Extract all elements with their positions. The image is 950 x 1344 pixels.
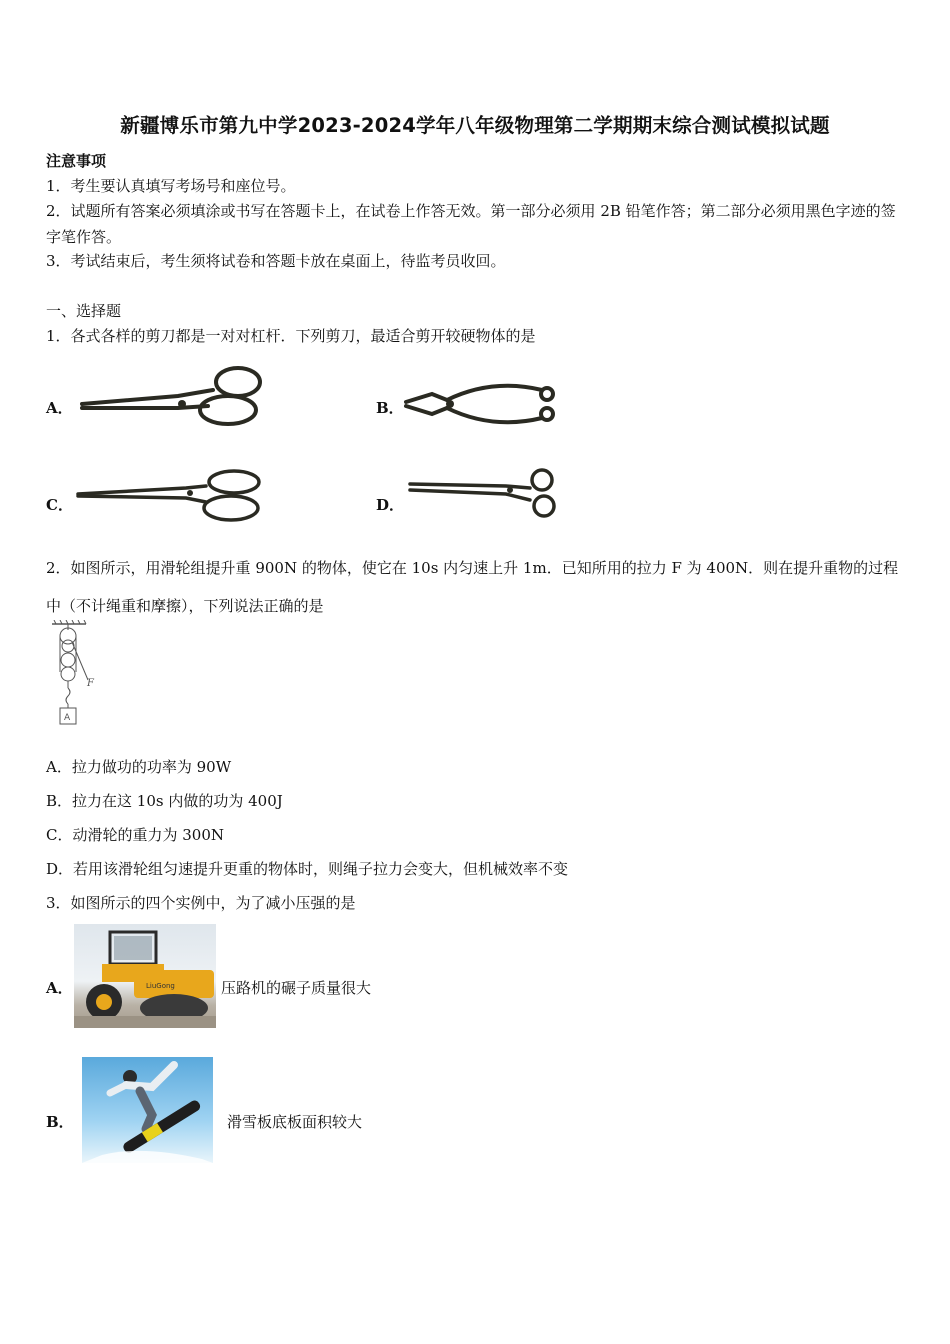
q1-option-b-label: B． <box>376 399 404 417</box>
long-scissors-icon <box>76 468 266 524</box>
section-heading: 一、选择题 <box>46 302 122 320</box>
roller-brand-text: LiuGong <box>146 982 175 990</box>
weight-label: A <box>64 713 71 723</box>
q2-option-c: C．动滑轮的重力为 300N <box>46 826 225 844</box>
pulley-system-figure <box>50 620 102 728</box>
scissors-icon <box>78 360 268 432</box>
pliers-icon <box>402 380 562 430</box>
q2-option-a: A．拉力做功的功率为 90W <box>46 758 232 776</box>
q1-option-a-label: A． <box>46 399 73 417</box>
notice-item-1: 1．考生要认真填写考场号和座位号。 <box>46 177 296 195</box>
notice-item-3: 3．考试结束后，考生须将试卷和答题卡放在桌面上，待监考员收回。 <box>46 252 506 270</box>
snowboarder-photo <box>82 1057 213 1163</box>
q2-stem: 2．如图所示，用滑轮组提升重 900N 的物体，使它在 10s 内匀速上升 1m．已知所用的拉力 F 为 400N．则在提升重物的过程中（不计绳重和摩擦），下列说法正确的是 <box>46 559 899 615</box>
page-title: 新疆博乐市第九中学2023-2024学年八年级物理第二学期期末综合测试模拟试题 <box>120 114 830 137</box>
q3-option-b-text: 滑雪板底板面积较大 <box>227 1113 363 1131</box>
q2-option-d: D．若用该滑轮组匀速提升更重的物体时，则绳子拉力会变大，但机械效率不变 <box>46 860 569 878</box>
q3-option-a-label: A． <box>46 979 73 997</box>
q1-option-d-label: D． <box>376 496 405 514</box>
q1-option-c-label: C． <box>46 496 73 514</box>
q3-option-a-text: 压路机的碾子质量很大 <box>221 979 372 997</box>
q1-stem: 1．各式各样的剪刀都是一对对杠杆．下列剪刀，最适合剪开较硬物体的是 <box>46 327 536 345</box>
q3-option-b-label: B． <box>46 1113 74 1131</box>
road-roller-photo <box>74 924 216 1028</box>
notice-item-2: 2．试题所有答案必须填涂或书写在答题卡上，在试卷上作答无效。第一部分必须用 2B 铅笔作答；第二部分必须用黑色字迹的签字笔作答。 <box>46 202 896 246</box>
notice-heading: 注意事项 <box>46 152 107 170</box>
q2-option-b: B．拉力在这 10s 内做的功为 400J <box>46 792 283 810</box>
q3-stem: 3．如图所示的四个实例中，为了减小压强的是 <box>46 894 356 912</box>
long-scissors-icon <box>406 466 566 522</box>
force-label: F <box>87 678 94 689</box>
